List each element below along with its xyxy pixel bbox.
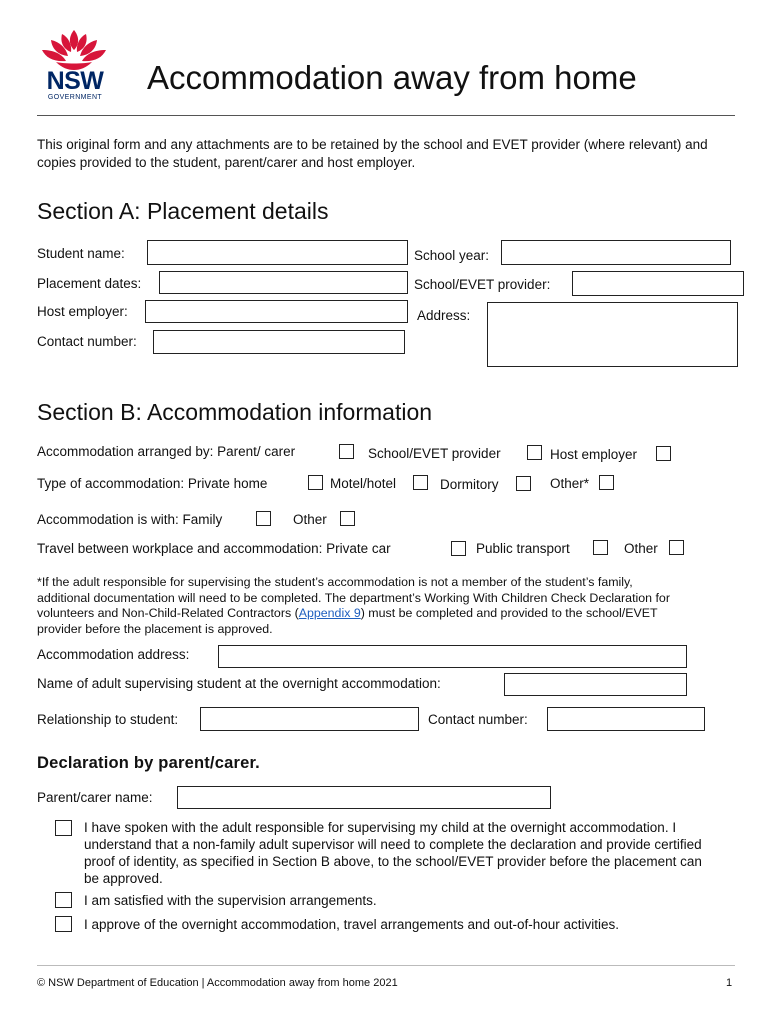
type-private-home-checkbox[interactable] — [308, 475, 323, 490]
nsw-government-logo — [36, 28, 112, 104]
type-dormitory-checkbox[interactable] — [516, 476, 531, 491]
travel-public-checkbox[interactable] — [593, 540, 608, 555]
travel-label: Travel between workplace and accommodation: Private car — [37, 541, 391, 556]
student-name-field[interactable] — [147, 240, 408, 265]
with-other-label: Other — [293, 512, 327, 527]
with-family-checkbox[interactable] — [256, 511, 271, 526]
declaration-item1-text: I have spoken with the adult responsible for supervising my child at the overnight accommodation. I understand that a non-family adult supervisor will need to complete the declaration and provide certified proof of identity, as specified in Section B above, to the school/EVET provider before the placement can be approved. — [84, 820, 702, 886]
page-number: 1 — [726, 977, 733, 989]
intro-text: This original form and any attachments are to be retained by the school and EVET provider (where relevant) and copies provided to the student, parent/carer and host employer. — [37, 137, 708, 170]
address-label: Address: — [417, 308, 471, 323]
type-dormitory-label: Dormitory — [440, 477, 499, 492]
address-field[interactable] — [487, 302, 738, 367]
travel-public-label: Public transport — [476, 541, 570, 556]
arranged-host-checkbox[interactable] — [656, 446, 671, 461]
declaration-item1-checkbox[interactable] — [55, 820, 72, 836]
declaration-item2-checkbox[interactable] — [55, 892, 72, 908]
arranged-provider-label: School/EVET provider — [368, 446, 501, 461]
government-wordmark: GOVERNMENT — [47, 94, 103, 101]
parent-name-field[interactable] — [177, 786, 551, 809]
arranged-host-label: Host employer — [550, 447, 638, 462]
host-employer-label: Host employer: — [37, 304, 128, 319]
contact-number-field[interactable] — [153, 330, 405, 354]
travel-other-label: Other — [624, 541, 658, 556]
declaration-item2-text: I am satisfied with the supervision arrangements. — [84, 893, 377, 908]
page-title: Accommodation away from home — [147, 59, 637, 96]
type-other-checkbox[interactable] — [599, 475, 614, 490]
arranged-parent-checkbox[interactable] — [339, 444, 354, 459]
student-name-label: Student name: — [37, 246, 125, 261]
school-year-field[interactable] — [501, 240, 731, 265]
relationship-label: Relationship to student: — [37, 712, 179, 727]
placement-dates-label: Placement dates: — [37, 276, 142, 291]
placement-dates-field[interactable] — [159, 271, 408, 294]
title-divider — [37, 115, 735, 116]
travel-other-checkbox[interactable] — [669, 540, 684, 555]
accommodation-with-label: Accommodation is with: Family — [37, 512, 223, 527]
supervision-note: *If the adult responsible for supervising the student’s accommodation is not a member of the student’s family, additional documentation will need to be completed. The department’s Working With Children Check Declaration for volunteers and Non-Child-Related Contractors (Appendix 9) must be completed and provided to the school/EVET provider before the placement is approved. — [37, 575, 670, 636]
provider-label: School/EVET provider: — [414, 277, 551, 292]
appendix-9-link[interactable]: Appendix 9 — [298, 606, 361, 620]
with-other-checkbox[interactable] — [340, 511, 355, 526]
supervisor-contact-field[interactable] — [547, 707, 705, 731]
relationship-field[interactable] — [200, 707, 419, 731]
adult-name-field[interactable] — [504, 673, 687, 696]
section-a-heading: Section A: Placement details — [37, 198, 329, 224]
type-other-label: Other* — [550, 476, 590, 491]
accommodation-address-label: Accommodation address: — [37, 647, 190, 662]
arranged-by-label: Accommodation arranged by: Parent/ carer — [37, 444, 296, 459]
host-employer-field[interactable] — [145, 300, 408, 323]
footer-divider — [37, 965, 735, 966]
provider-field[interactable] — [572, 271, 744, 296]
declaration-heading: Declaration by parent/carer. — [37, 754, 260, 772]
declaration-item3-checkbox[interactable] — [55, 916, 72, 932]
section-b-heading: Section B: Accommodation information — [37, 399, 433, 425]
footer-text: © NSW Department of Education | Accommodation away from home 2021 — [37, 977, 398, 989]
adult-name-label: Name of adult supervising student at the overnight accommodation: — [37, 676, 441, 691]
travel-private-car-checkbox[interactable] — [451, 541, 466, 556]
accommodation-type-label: Type of accommodation: Private home — [37, 476, 268, 491]
type-motel-checkbox[interactable] — [413, 475, 428, 490]
accommodation-address-field[interactable] — [218, 645, 687, 668]
declaration-item3-text: I approve of the overnight accommodation, travel arrangements and out-of-hour activities. — [84, 917, 620, 932]
nsw-wordmark: NSW — [46, 67, 104, 95]
waratah-icon — [36, 28, 112, 72]
parent-name-label: Parent/carer name: — [37, 790, 153, 805]
school-year-label: School year: — [414, 248, 490, 263]
arranged-provider-checkbox[interactable] — [527, 445, 542, 460]
supervisor-contact-label: Contact number: — [428, 712, 528, 727]
contact-number-label: Contact number: — [37, 334, 137, 349]
type-motel-label: Motel/hotel — [330, 476, 397, 491]
